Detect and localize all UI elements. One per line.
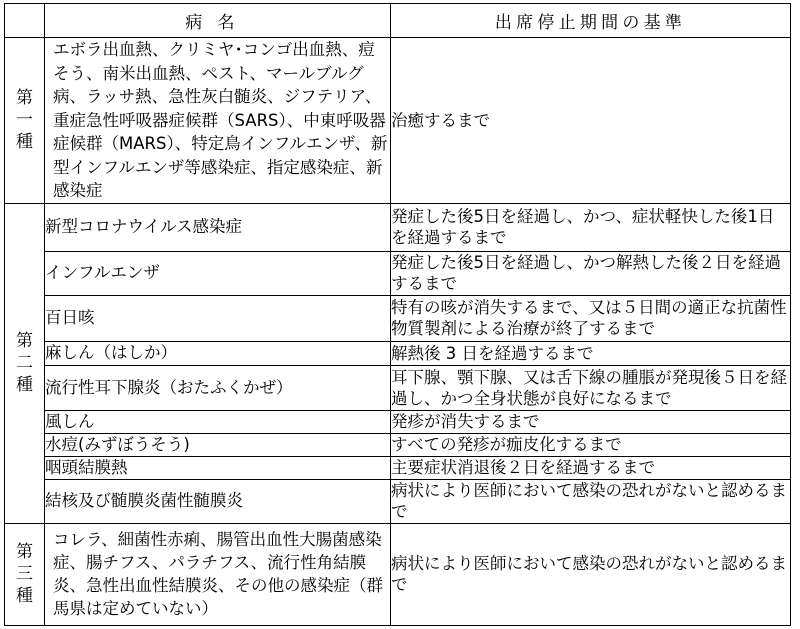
table-row [5,523,791,625]
table-row [5,341,791,365]
disease-cell: 咽頭結膜熱 [45,456,391,479]
table-row [5,251,791,295]
criteria-cell: すべての発疹が痂皮化するまで [391,433,791,456]
criteria-cell: 発疹が消失するまで [391,410,791,433]
category-label-3: 第 三 種 [5,523,45,625]
table-row [5,203,791,251]
table-row [5,295,791,341]
header-disease: 病名 [45,4,391,38]
table-row [5,433,791,456]
disease-cell: インフルエンザ [45,251,391,295]
disease-cell: 流行性耳下腺炎（おたふくかぜ） [45,365,391,410]
disease-cell: 百日咳 [45,295,391,341]
table-row [5,456,791,479]
criteria-cell: 主要症状消退後２日を経過するまで [391,456,791,479]
disease-cell: 新型コロナウイルス感染症 [45,203,391,251]
criteria-cell: 発症した後5日を経過し、かつ解熱した後２日を経過するまで [391,251,791,295]
criteria-cell: 病状により医師において感染の恐れがないと認めるまで [391,523,791,625]
criteria-cell: 病状により医師において感染の恐れがないと認めるまで [391,479,791,523]
disease-cell: 結核及び髄膜炎菌性髄膜炎 [45,479,391,523]
header-blank [5,4,45,38]
disease-cell: 風しん [45,410,391,433]
table-row [5,479,791,523]
category-label-1: 第 一 種 [5,38,45,204]
disease-cell: コレラ、細菌性赤痢、腸管出血性大腸菌感染症、腸チフス、パラチフス、流行性角結膜炎、急性出血性結膜炎、その他の感染症（群馬県は定めていない） [45,523,391,625]
disease-cell: 水痘(みずぼうそう) [45,433,391,456]
disease-cell: エボラ出血熱、クリミヤ･コンゴ出血熱、痘そう、南米出血熱、ペスト、マールブルグ病、ラッサ熱、急性灰白髄炎、ジフテリア、重症急性呼吸器症候群（SARS）、中東呼吸器症候群（MARS）、特定鳥インフルエンザ、新型インフルエンザ等感染症、指定感染症、新感染症 [45,38,391,204]
criteria-cell: 特有の咳が消失するまで、又は５日間の適正な抗菌性物質製剤による治療が終了するまで [391,295,791,341]
attendance-suspension-table [4,3,791,626]
table-row [5,38,791,204]
criteria-cell: 発症した後5日を経過し、かつ、症状軽快した後1日を経過するまで [391,203,791,251]
criteria-cell: 解熱後 3 日を経過するまで [391,341,791,365]
table-row [5,365,791,410]
header-criteria: 出席停止期間の基準 [391,4,791,38]
category-label-2: 第 二 種 [5,203,45,523]
criteria-cell: 耳下腺、顎下腺、又は舌下線の腫脹が発現後５日を経過し、かつ全身状態が良好になるまで [391,365,791,410]
table-row [5,410,791,433]
header-row [5,4,791,38]
disease-cell: 麻しん（はしか） [45,341,391,365]
criteria-cell: 治癒するまで [391,38,791,204]
